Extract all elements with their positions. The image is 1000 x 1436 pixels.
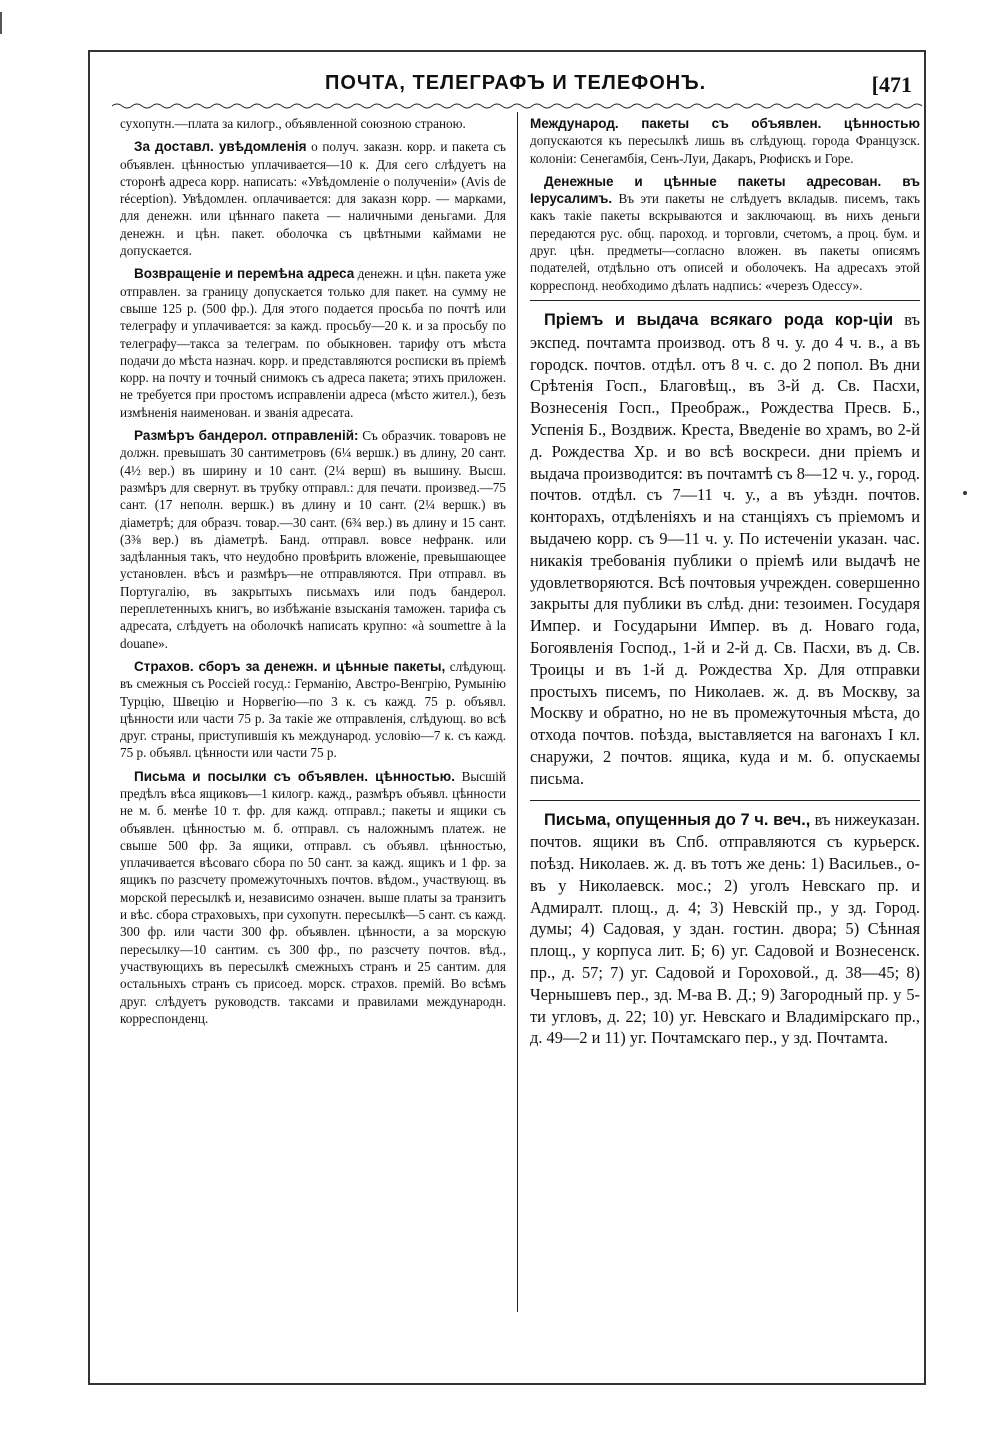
page-number: [471 bbox=[871, 72, 912, 97]
section-rule bbox=[530, 300, 920, 301]
paragraph: Международ. пакеты съ объявлен. цѣнностью допускаются къ пересылкѣ лишь въ слѣдующ. города Французск. колоніи: Сенегамбія, Сенъ-Луи, Дакаръ, Рюфискъ и Горе. bbox=[530, 116, 920, 166]
paragraph: Письма и посылки съ объявлен. цѣнностью. Высшій предѣлъ вѣса ящиковъ—1 килогр. кажд., размѣръ объявл. цѣнности не м. б. менѣе 10 т. фр. для кажд. отправл.; пакеты и ящики съ объявлен. цѣнностью м. б. отправл. съ наложнымъ платеж. не свыше 500 фр. За ящики, отправл. съ объявл. цѣнностью, уплачивается вѣсоваго сбора по 50 сант. за кажд. ящикъ и 1 фр. за ящикъ по разсчету промежуточныхъ почтов. вѣдом., участвующ. въ морской пересылкѣ и, независимо означен. выше платы за транзитъ и вѣс. сбора страховыхъ, при сухопутн. пересылкѣ—5 сант. съ кажд. 300 фр. или части 300 фр. объявлен. цѣнности, а за морскую пересылку—10 сантим. съ 300 фр., по разсчету почтов. вѣд., участвующихъ въ пересылкѣ смежныхъ странъ и 25 сантим. для остальныхъ странъ съ присоед. морск. страхов. премій. Во всѣмъ друг. слѣдуетъ руководств. таксами и правилами международн. корреспонденц. bbox=[120, 768, 506, 1026]
section-rule bbox=[530, 800, 920, 801]
page-header bbox=[100, 70, 920, 104]
wavy-rule bbox=[112, 102, 922, 110]
page-title: ПОЧТА, ТЕЛЕГРАФЪ И ТЕЛЕФОНЪ. bbox=[325, 72, 707, 94]
ink-dot bbox=[963, 491, 967, 495]
left-column bbox=[120, 115, 506, 1033]
column-divider bbox=[517, 112, 518, 1312]
paragraph: Пріемъ и выдача всякаго рода кор-ціи въ экспед. почтамта производ. отъ 8 ч. у. до 4 ч. в., а въ городск. почтов. отдѣл. отъ 8 ч. с. до 2 попол. Въ дни Срѣтенія Госп., Благовѣщ., въ 3-й д. Св. Пасхи, Вознесенія Госп., Преображ., Рождества Пресв. Б., Успенія Б., Воздвиж. Креста, Введеніе во храмъ, во 2-й д. Рождества Хр. и во всѣ воскреси. дни пріемъ и выдача производится: въ почтамтѣ съ 8—12 ч. у., город. почтов. отдѣл. съ 7—11 ч. у., а въ уѣздн. почтов. конторахъ, отдѣленіяхъ и на станціяхъ съ пріемомъ и выдачею корр. съ 9—11 ч. у. По истеченіи указан. час. никакія требованія публики о пріемѣ или выдачѣ не удовлетворяются. Всѣ почтовыя учрежден. совершенно закрыты для публики въ слѣд. дни: тезоимен. Государя Импер. и Государыни Импер. въ д. Новаго года, Богоявленія Господ., 1-й и 2-й д. Св. Пасхи, въ д. Св. Троицы и въ 1-й д. Рождества Хр. Для отправки простыхъ писемъ, по Николаев. ж. д. въ Москву, за Москву и обратно, но не въ промежуточныя мѣста, до отхода почтов. поѣзда, выставляется на вагонахъ I кл. снаружи, 2 почтов. ящика, куда и м. б. опускаемы письма. bbox=[530, 309, 921, 788]
paragraph: Страхов. сборъ за денежн. и цѣнные пакеты, слѣдующ. въ смежныя съ Россіей госуд.: Германію, Австро-Венгрію, Румынію Турцію, Швецію и Норвегію—по 3 к. съ кажд. 75 р. объявл. цѣнности или части 75 р. За такіе же отправленія, слѣдующ. во всѣ друг. страны, приступившія къ международ. условію—7 к. съ кажд. 75 р. объявл. цѣнности или части 75 р. bbox=[120, 658, 506, 761]
paragraph: Письма, опущенныя до 7 ч. веч., въ нижеуказан. почтов. ящики въ Спб. отправляются съ курьерск. поѣзд. Николаев. ж. д. въ тотъ же день: 1) Васильев., о-въ у Николаевск. мос.; 2) уголъ Невскаго пр. и Адмиралт. площ., д. 4; 3) Невскій пр., у зд. Город. думы; 4) Садовая, у здан. гостин. двора; 5) Сѣнная площ., у корпуса лит. Б; 6) уг. Садовой и Вознесенск. пр., д. 57; 7) уг. Садовой и Гороховой., д. 38—45; 8) Чернышевъ пер., зд. М-ва В. Д.; 9) Загородный пр. у 5-ти угловъ, д. 22; 10) уг. Невскаго и Владимірскаго пр., д. 49—2 и 11) уг. Почтамскаго пер., у зд. Почтамта. bbox=[530, 809, 920, 1048]
paragraph: сухопутн.—плата за килогр., объявленной союзною страною. bbox=[120, 116, 466, 131]
paragraph: Денежные и цѣнные пакеты адресован. въ Іерусалимъ. Въ эти пакеты не слѣдуетъ вкладыв. писемъ, такъ какъ такіе пакеты вскрываются и заключающ. въ нихъ деньги передаются рус. общ. пароход. и торговли, счетомъ, а проц. бум. и друг. цѣн. предметы—согласно вложен. въ пакеты описямъ подателей, отдѣльно отъ описей и оболочекъ. На адресахъ этой корреспонд. необходимо дѣлать надпись: «черезъ Одессу». bbox=[530, 173, 920, 293]
paragraph: Возвращеніе и перемѣна адреса денежн. и цѣн. пакета уже отправлен. за границу допускается только для пакет. на сумму не свыше 125 р. (500 фр.). Для этого подается просьба по почтѣ или телеграфу и уплачивается: за кажд. просьбу—20 к. и за просьбу по телеграфу—такса за телеграм. по обыкновен. тарифу отъ мѣста подачи до мѣста назнач. корр. и представляются росписки въ пріемѣ корр. на почту и точный снимокъ съ адреса пакета; этихъ приложен. не требуется при простомъ исправленіи адреса (мѣсто жител.), безъ измѣненія наименован. и званія адресата. bbox=[120, 266, 506, 420]
right-column bbox=[530, 115, 920, 1059]
paragraph: Размѣръ бандерол. отправленій: Съ образчик. товаровъ не должн. превышать 30 сантиметровъ (6¼ вершк.) въ длину, 20 сант. (4½ вер.) въ ширину и 10 сант. (2¼ верш) въ вышину. Высш. размѣръ для свернут. въ трубку отправл.: для печати. произвед.—75 сант. (17 неполн. вершк.) въ длину и 10 сант. (2¼ вершк.) въ діаметрѣ; для образч. товар.—30 сант. (6¾ вер.) въ длину и 15 сант. (3⅜ вер.) въ діаметрѣ. Банд. отправл. вовсе нефранк. или задѣланныя такъ, что неудобно провѣрить вложеніе, превышающее установлен. вѣсъ и размѣръ—не отправляются. При отправл. въ Португалію, въ закрытыхъ письмахъ или подъ бандерол. переплетенныхъ книгъ, во избѣжаніе взысканія таможен. тарифа съ адресата, слѣдуетъ на оболочкѣ написать крупно: «à soumettre à la douane». bbox=[120, 428, 507, 651]
paragraph: За доставл. увѣдомленія о получ. заказн. корр. и пакета съ объявлен. цѣнностью уплачивается—10 к. Для сего слѣдуетъ на сторонѣ адреса корр. написать: «Увѣдомленіе о полученіи» (Avis de réception). Увѣдомлен. оплачивается: для заказн корр. — марками, для денежн. или цѣннаго пакета — наличными деньгами. Для денежн. и цѣн. пакет. оболочка съ цвѣтными каймами не допускается. bbox=[120, 139, 506, 259]
edge-mark bbox=[0, 12, 2, 34]
